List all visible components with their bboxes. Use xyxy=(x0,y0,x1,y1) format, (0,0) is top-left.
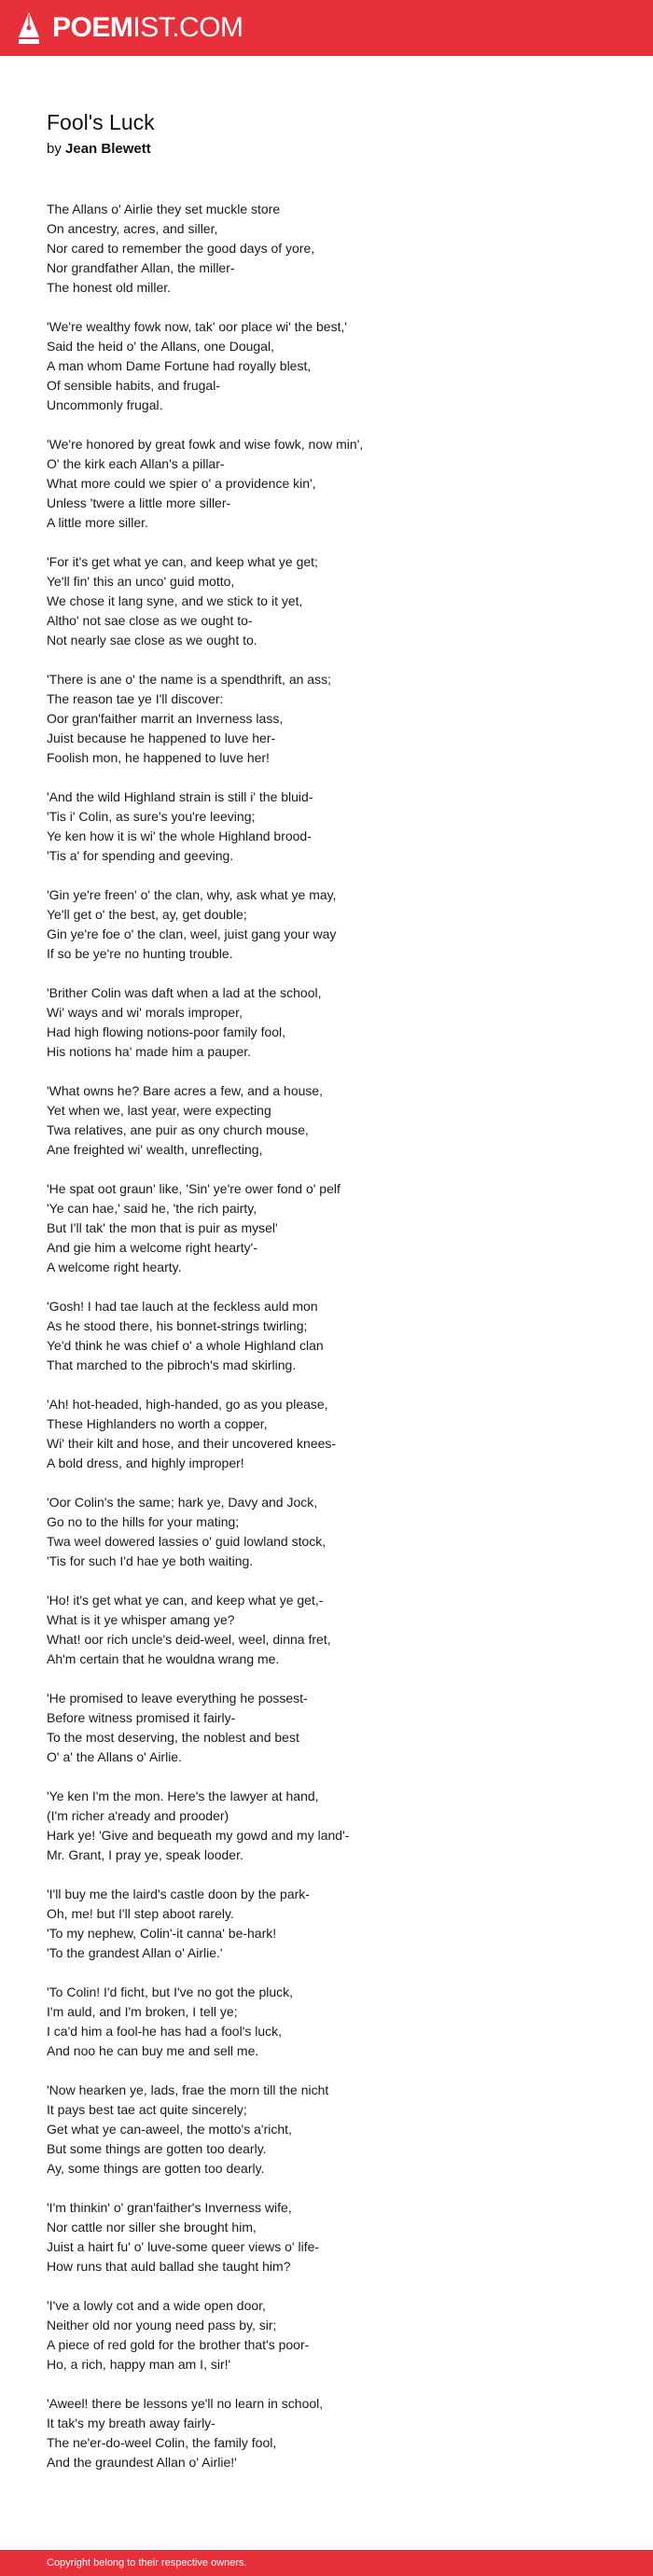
copyright-text: Copyright belong to their respective owners. xyxy=(47,2557,247,2569)
poem-line: Unless 'twere a little more siller- xyxy=(47,495,231,510)
poem-line: 'We're honored by great fowk and wise fowk, now min', xyxy=(47,437,364,452)
site-header xyxy=(0,0,653,56)
poem-line: 'To my nephew, Colin'-it canna' be-hark! xyxy=(47,1926,277,1941)
poem-line: A piece of red gold for the brother that's poor- xyxy=(47,2337,310,2352)
poem-line: That marched to the pibroch's mad skirling. xyxy=(47,1358,297,1372)
poem-line: 'Brither Colin was daft when a lad at the school, xyxy=(47,985,322,1000)
poem-line: The ne'er-do-weel Colin, the family fool, xyxy=(47,2435,277,2450)
poem-line: I ca'd him a fool-he has had a fool's luck, xyxy=(47,2024,283,2039)
poem-stanza xyxy=(47,552,625,650)
poem-line: 'I'll buy me the laird's castle doon by the park- xyxy=(47,1887,310,1901)
poem-line: Twa relatives, ane puir as ony church mouse, xyxy=(47,1122,309,1137)
pen-nib-icon xyxy=(17,11,41,45)
poem-line: Foolish mon, he happened to luve her! xyxy=(47,750,270,765)
poem-line: What is it ye whisper amang ye? xyxy=(47,1612,235,1627)
poem-line: 'Now hearken ye, lads, frae the morn till the nicht xyxy=(47,2082,329,2097)
poem-stanza xyxy=(47,1297,625,1375)
logo-bold-text: POEM xyxy=(52,12,133,43)
poem-line: Altho' not sae close as we ought to- xyxy=(47,613,253,628)
poem-stanza xyxy=(47,2394,625,2472)
poem-line: O' a' the Allans o' Airlie. xyxy=(47,1749,182,1764)
byline-prefix: by xyxy=(47,141,62,157)
poem-stanza xyxy=(47,670,625,768)
poem-line: 'Ho! it's get what ye can, and keep what ye get,- xyxy=(47,1593,324,1608)
poem-line: Juist a hairt fu' o' luve-some queer views o' life- xyxy=(47,2239,320,2254)
poem-line: It pays best tae act quite sincerely; xyxy=(47,2102,247,2117)
poem-line: 'To the grandest Allan o' Airlie.' xyxy=(47,1945,223,1960)
poem-line: 'For it's get what ye can, and keep what ye get; xyxy=(47,554,318,569)
poem-line: And gie him a welcome right hearty'- xyxy=(47,1240,257,1255)
poem-line: Not nearly sae close as we ought to. xyxy=(47,633,257,647)
poem-line: 'He promised to leave everything he possest- xyxy=(47,1691,308,1706)
poem-line: Oh, me! but I'll step aboot rarely. xyxy=(47,1906,234,1921)
poem-line: Wi' ways and wi' morals improper, xyxy=(47,1005,243,1020)
logo-light-text: IST.COM xyxy=(132,12,243,43)
poem-line: Wi' their kilt and hose, and their uncovered knees- xyxy=(47,1436,337,1451)
poem-line: Said the heid o' the Allans, one Dougal, xyxy=(47,339,274,354)
poem-stanza xyxy=(47,2198,625,2277)
poem-line: 'Oor Colin's the same; hark ye, Davy and Jock, xyxy=(47,1495,318,1510)
site-logo-text xyxy=(52,14,243,42)
poem-line: Go no to the hills for your mating; xyxy=(47,1514,240,1529)
poem-line: His notions ha' made him a pauper. xyxy=(47,1044,252,1059)
site-footer xyxy=(0,2550,653,2576)
poem-line: The reason tae ye I'll discover: xyxy=(47,691,224,706)
author-link[interactable]: Jean Blewett xyxy=(65,141,151,157)
poem-line: 'Ye ken I'm the mon. Here's the lawyer at hand, xyxy=(47,1789,319,1803)
poem-line: And noo he can buy me and sell me. xyxy=(47,2043,259,2058)
poem-line: Had high flowing notions-poor family fool, xyxy=(47,1024,286,1039)
poem-line: Before witness promised it fairly- xyxy=(47,1710,236,1725)
poem-line: But some things are gotten too dearly. xyxy=(47,2141,267,2156)
poem-stanza xyxy=(47,1787,625,1865)
poem-line: 'Ah! hot-headed, high-handed, go as you please, xyxy=(47,1397,328,1412)
poem-stanza xyxy=(47,1493,625,1571)
poem-body xyxy=(47,200,625,2472)
poem-line: 'I'm thinkin' o' gran'faither's Inverness wife, xyxy=(47,2200,292,2215)
poem-line: 'And the wild Highland strain is still i' the bluid- xyxy=(47,789,313,804)
poem-line: Gin ye're foe o' the clan, weel, juist gang your way xyxy=(47,926,337,941)
poem-line: A bold dress, and highly improper! xyxy=(47,1455,244,1470)
poem-line: Uncommonly frugal. xyxy=(47,397,163,412)
poem-line: A welcome right hearty. xyxy=(47,1260,182,1274)
poem-line: Ah'm certain that he wouldna wrang me. xyxy=(47,1651,280,1666)
poem-line: Ay, some things are gotten too dearly. xyxy=(47,2161,265,2176)
poem-line: 'He spat oot graun' like, 'Sin' ye're ower fond o' pelf xyxy=(47,1181,340,1196)
poem-line: Ye'll fin' this an unco' guid motto, xyxy=(47,574,235,589)
poem-line: 'To Colin! I'd ficht, but I've no got the pluck, xyxy=(47,1984,294,1999)
poem-stanza xyxy=(47,1179,625,1277)
poem-stanza xyxy=(47,435,625,533)
poem-line: Oor gran'faither marrit an Inverness lass, xyxy=(47,711,284,726)
poem-line: 'Tis i' Colin, as sure's you're leeving; xyxy=(47,809,256,824)
poem-line: The honest old miller. xyxy=(47,280,172,295)
poem-line: If so be ye're no hunting trouble. xyxy=(47,946,233,961)
poem-stanza xyxy=(47,1395,625,1473)
poem-stanza xyxy=(47,1983,625,2061)
poem-line: A little more siller. xyxy=(47,515,148,530)
poem-stanza xyxy=(47,2081,625,2179)
poem-line: 'What owns he? Bare acres a few, and a house, xyxy=(47,1083,324,1098)
poem-line: The Allans o' Airlie they set muckle store xyxy=(47,202,281,216)
poem-line: 'Tis for such I'd hae ye both waiting. xyxy=(47,1553,254,1568)
poem-stanza xyxy=(47,983,625,1062)
poem-line: I'm auld, and I'm broken, I tell ye; xyxy=(47,2004,238,2019)
poem-line: Nor grandfather Allan, the miller- xyxy=(47,260,235,275)
poem-line: Nor cattle nor siller she brought him, xyxy=(47,2220,257,2235)
poem-line: Juist because he happened to luve her- xyxy=(47,731,276,745)
poem-line: What more could we spier o' a providence kin', xyxy=(47,476,316,491)
poem-line: And the graundest Allan o' Airlie!' xyxy=(47,2455,237,2470)
poem-title: Fool's Luck xyxy=(47,110,155,134)
poem-byline xyxy=(47,140,625,159)
poem-line: 'Ye can hae,' said he, 'the rich pairty, xyxy=(47,1201,257,1216)
poem-line: Ye ken how it is wi' the whole Highland brood- xyxy=(47,828,312,843)
poem-stanza xyxy=(47,1885,625,1963)
poem-line: We chose it lang syne, and we stick to it yet, xyxy=(47,593,303,608)
poem-line: Neither old nor young need pass by, sir; xyxy=(47,2318,277,2332)
site-logo-link[interactable] xyxy=(17,11,243,45)
poem-line: 'There is ane o' the name is a spendthrift, an ass; xyxy=(47,672,331,687)
poem-line: Get what ye can-aweel, the motto's a'richt, xyxy=(47,2122,292,2137)
poem-line: Hark ye! 'Give and bequeath my gowd and my land'- xyxy=(47,1828,350,1843)
poem-line: Nor cared to remember the good days of yore, xyxy=(47,241,315,256)
poem-line: 'We're wealthy fowk now, tak' oor place wi' the best,' xyxy=(47,319,348,334)
poem-stanza xyxy=(47,317,625,415)
poem-stanza xyxy=(47,200,625,298)
poem-line: Ye'd think he was chief o' a whole Highland clan xyxy=(47,1338,324,1353)
poem-line: To the most deserving, the noblest and best xyxy=(47,1730,299,1745)
poem-line: On ancestry, acres, and siller, xyxy=(47,221,218,236)
poem-stanza xyxy=(47,1689,625,1767)
poem-line: But I'll tak' the mon that is puir as mysel' xyxy=(47,1220,278,1235)
poem-line: How runs that auld ballad she taught him? xyxy=(47,2259,291,2274)
poem-line: Twa weel dowered lassies o' guid lowland stock, xyxy=(47,1534,326,1549)
poem-stanza xyxy=(47,2296,625,2374)
poem-line: It tak's my breath away fairly- xyxy=(47,2416,215,2430)
poem-stanza xyxy=(47,885,625,964)
poem-line: 'I've a lowly cot and a wide open door, xyxy=(47,2298,266,2313)
poem-line: Mr. Grant, I pray ye, speak looder. xyxy=(47,1847,243,1862)
poem-line: (I'm richer a'ready and prooder) xyxy=(47,1808,229,1823)
poem-line: What! oor rich uncle's deid-weel, weel, dinna fret, xyxy=(47,1632,331,1647)
poem-line: 'Tis a' for spending and geeving. xyxy=(47,848,234,863)
poem-line: As he stood there, his bonnet-strings twirling; xyxy=(47,1318,308,1333)
poem-content xyxy=(47,108,625,2492)
poem-line: Ye'll get o' the best, ay, get double; xyxy=(47,907,247,922)
poem-line: Ane freighted wi' wealth, unreflecting, xyxy=(47,1142,263,1157)
poem-line: 'Aweel! there be lessons ye'll no learn in school, xyxy=(47,2396,324,2411)
poem-stanza xyxy=(47,787,625,866)
poem-line: A man whom Dame Fortune had royally blest, xyxy=(47,358,312,373)
poem-line: 'Gin ye're freen' o' the clan, why, ask what ye may, xyxy=(47,887,337,902)
poem-line: Of sensible habits, and frugal- xyxy=(47,378,220,393)
poem-line: Yet when we, last year, were expecting xyxy=(47,1103,271,1118)
poem-stanza xyxy=(47,1081,625,1160)
poem-line: These Highlanders no worth a copper, xyxy=(47,1416,268,1431)
poem-line: Ho, a rich, happy man am I, sir!' xyxy=(47,2357,231,2372)
poem-line: 'Gosh! I had tae lauch at the feckless auld mon xyxy=(47,1299,318,1314)
poem-line: O' the kirk each Allan's a pillar- xyxy=(47,456,225,471)
poem-stanza xyxy=(47,1591,625,1669)
